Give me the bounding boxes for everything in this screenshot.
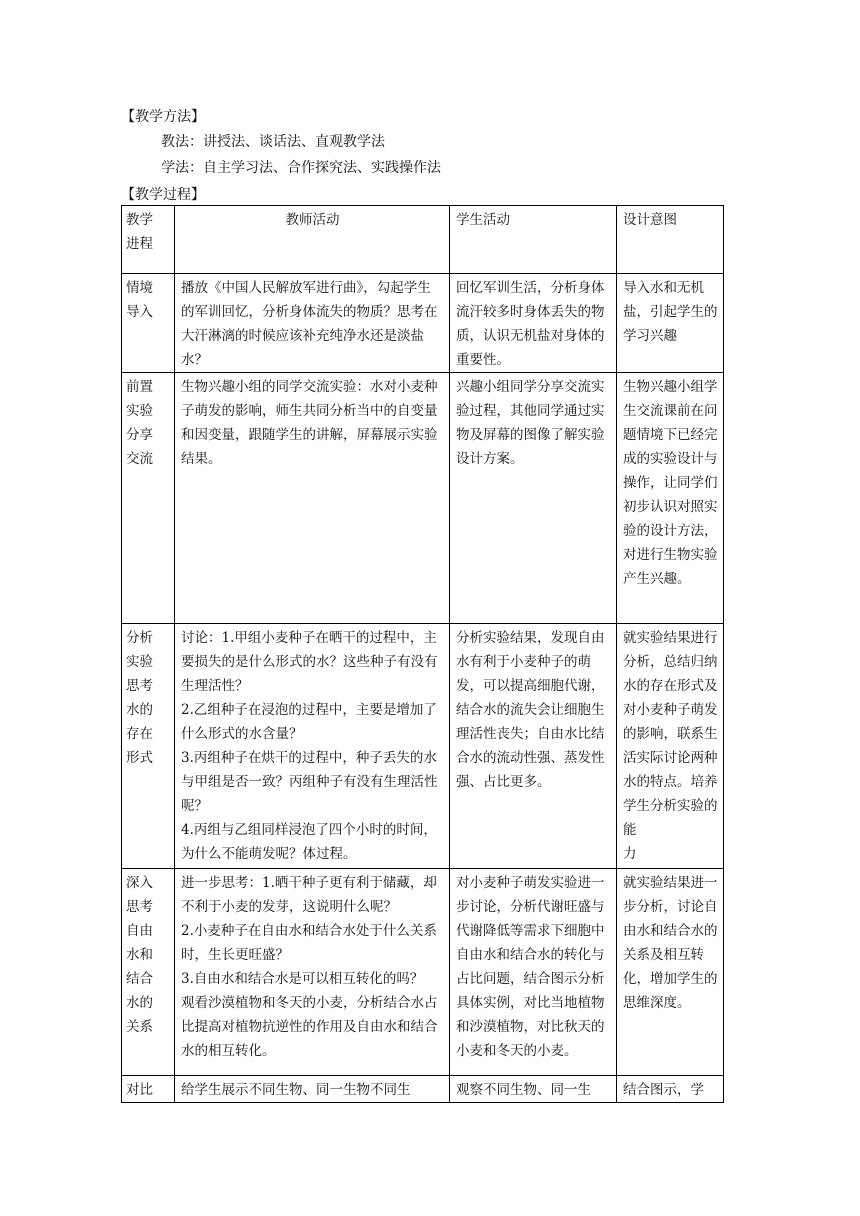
student-activity: 观察不同生物、同一生 bbox=[450, 1076, 617, 1103]
design-intent: 导入水和无机盐，引起学生的学习兴趣 bbox=[617, 274, 724, 373]
stage-cell: 前置 实验 分享 交流 bbox=[122, 373, 175, 624]
student-activity: 回忆军训生活，分析身体流汗较多时身体丢失的物质，认识无机盐对身体的重要性。 bbox=[450, 274, 617, 373]
stage-cell: 情境 导入 bbox=[122, 274, 175, 373]
teacher-activity: 给学生展示不同生物、同一生物不同生 bbox=[175, 1076, 450, 1103]
design-intent: 就实验结果进一步分析，讨论自由水和结合水的关系及相互转化，增加学生的思维深度。 bbox=[617, 869, 724, 1076]
learning-methods: 学法：自主学习法、合作探究法、实践操作法 bbox=[161, 160, 441, 176]
header-intent: 设计意图 bbox=[617, 206, 724, 274]
teacher-activity: 播放《中国人民解放军进行曲》，勾起学生的军训回忆，分析身体流失的物质？思考在大汗淋漓的时候应该补充纯净水还是淡盐水？ bbox=[175, 274, 450, 373]
table-row bbox=[122, 624, 724, 869]
student-activity: 兴趣小组同学分享交流实验过程，其他同学通过实物及屏幕的图像了解实验设计方案。 bbox=[450, 373, 617, 624]
teaching-methods: 教法：讲授法、谈话法、直观教学法 bbox=[161, 134, 385, 150]
student-activity: 对小麦种子萌发实验进一步讨论，分析代谢旺盛与代谢降低等需求下细胞中自由水和结合水的转化与占比问题，结合图示分析具体实例，对比当地植物和沙漠植物，对比秋天的小麦和冬天的小麦。 bbox=[450, 869, 617, 1076]
student-activity: 分析实验结果，发现自由水有利于小麦种子的萌发，可以提高细胞代谢，结合水的流失会让细胞生理活性丧失；自由水比结合水的流动性强、蒸发性强、占比更多。 bbox=[450, 624, 617, 869]
teacher-activity: 进一步思考：1.晒干种子更有利于储藏，却不利于小麦的发芽，这说明什么呢？ 2.小麦种子在自由水和结合水处于什么关系时，生长更旺盛？ 3.自由水和结合水是可以相互转化的吗？ 观看沙漠植物和冬天的小麦，分析结合水占比提高对植物抗逆性的作用及自由水和结合水的相互转化。 bbox=[175, 869, 450, 1076]
table-header-row bbox=[122, 206, 724, 274]
header-student: 学生活动 bbox=[450, 206, 617, 274]
table-row bbox=[122, 274, 724, 373]
table-row bbox=[122, 869, 724, 1076]
stage-cell: 对比 bbox=[122, 1076, 175, 1103]
teacher-activity: 生物兴趣小组的同学交流实验：水对小麦种子萌发的影响，师生共同分析当中的自变量和因变量，跟随学生的讲解，屏幕展示实验结果。 bbox=[175, 373, 450, 624]
design-intent: 生物兴趣小组学生交流课前在问题情境下已经完成的实验设计与操作，让同学们初步认识对照实验的设计方法，对进行生物实验 产生兴趣。 bbox=[617, 373, 724, 624]
table-row bbox=[122, 1076, 724, 1103]
stage-cell: 分析 实验 思考 水的 存在 形式 bbox=[122, 624, 175, 869]
header-teacher: 教师活动 bbox=[175, 206, 450, 274]
header-stage: 教学 进程 bbox=[122, 206, 175, 274]
method-heading: 【教学方法】 bbox=[121, 109, 205, 125]
stage-cell: 深入 思考 自由 水和 结合 水的 关系 bbox=[122, 869, 175, 1076]
process-heading: 【教学过程】 bbox=[121, 187, 205, 203]
design-intent: 结合图示，学 bbox=[617, 1076, 724, 1103]
table-row bbox=[122, 373, 724, 624]
teacher-activity: 讨论：1.甲组小麦种子在晒干的过程中，主要损失的是什么形式的水？这些种子有没有生理活性？ 2.乙组种子在浸泡的过程中，主要是增加了什么形式的水含量？ 3.丙组种子在烘干的过程中，种子丢失的水与甲组是否一致？丙组种子有没有生理活性呢？ 4.丙组与乙组同样浸泡了四个小时的时间，为什么不能萌发呢？体过程。 bbox=[175, 624, 450, 869]
design-intent: 就实验结果进行分析，总结归纳水的存在形式及对小麦种子萌发的影响，联系生活实际讨论两种水的特点。培养学生分析实验的能 力 bbox=[617, 624, 724, 869]
teaching-process-table bbox=[121, 205, 724, 1103]
